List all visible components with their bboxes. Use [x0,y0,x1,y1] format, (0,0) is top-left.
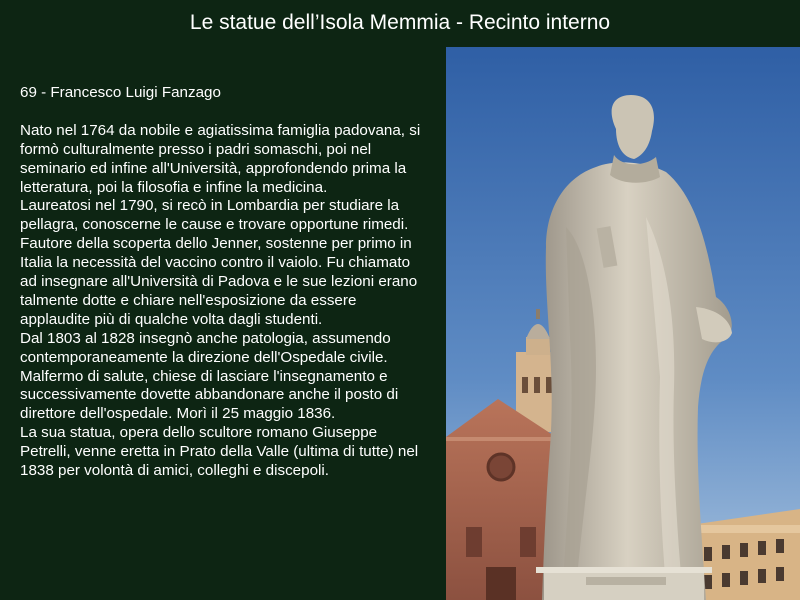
entry-text [20,84,430,481]
entry-heading: 69 - Francesco Luigi Fanzago [20,84,221,101]
pedestal [536,567,712,600]
paragraph-statue: La sua statua, opera dello scultore romano Giuseppe Petrelli, venne eretta in Prato della Valle (ultima di tutte) nel 1838 per volontà di amici, colleghi e discepoli. [20,424,419,480]
slide-title: Le statue dell’Isola Memmia - Recinto interno [189,11,611,34]
paragraph-career: Laureatosi nel 1790, si recò in Lombardia per studiare la pellagra, conoscerne le cause e trovare opportune rimedi. Fautore della scoperta dello Jenner, sostenne per primo in Italia la necessità del vaccino contro il vaiolo. Fu chiamato ad insegnare all'Università di Padova e le sue lezioni erano talmente dotte e chiare nell'esposizione da essere applaudite più di qualche volta dagli studenti. [20,197,418,328]
statue-photo [446,47,800,600]
paragraph-illness: Malfermo di salute, chiese di lasciare l'insegnamento e successivamente dovette abbandonare anche il posto di direttore dell'ospedale. Morì il 25 maggio 1836. [20,367,399,423]
paragraph-birth: Nato nel 1764 da nobile e agiatissima famiglia padovana, si formò culturalmente presso i padri somaschi, poi nel seminario ed infine all'Università, approfondendo prima la letteratura, poi la filosofia e infine la medicina. [20,121,421,196]
paragraph-pathology: Dal 1803 al 1828 insegnò anche patologia, assumendo contemporaneamente la direzione dell'Ospedale civile. [20,329,391,366]
right-building [690,509,800,600]
